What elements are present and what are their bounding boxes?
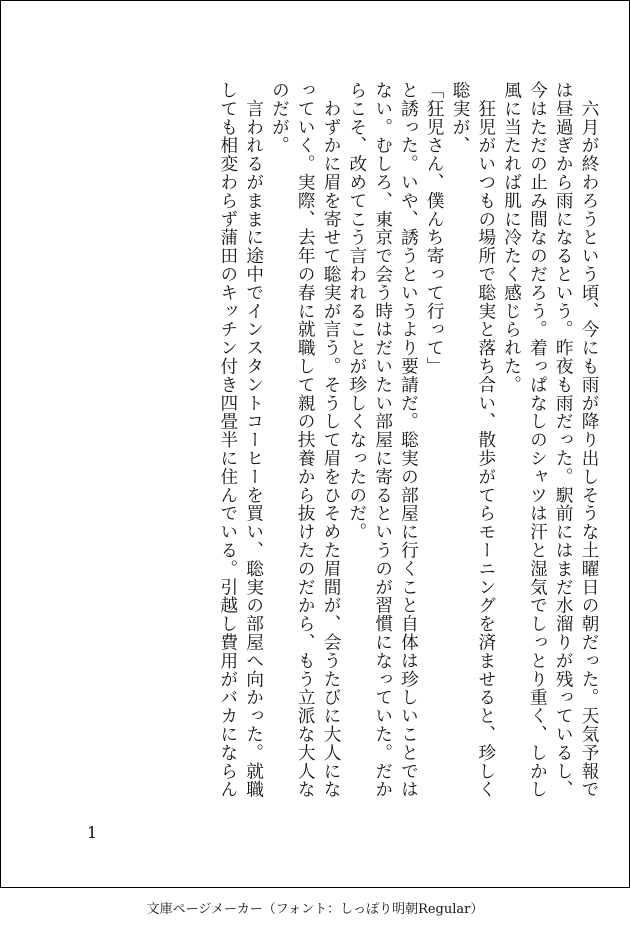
paragraph: 「狂児さん、僕んち寄って行って」 [424,81,445,376]
paragraph: 狂児がいつもの場所で聡実と落ち合い、散歩がてらモーニングを済ませると、珍しく聡実が、 [450,81,496,799]
vertical-text-body [61,81,601,801]
paragraph: と誘った。いや、誘うというより要請だ。聡実の部屋に行くこと自体は珍しいことではない。むしろ、東京で会う時はだいたい部屋に寄るというのが習慣になっていた。だからこそ、改めてこう言われることが珍しくなったのだ。 [346,81,419,799]
page-number: 1 [87,823,98,842]
paragraph: わずかに眉を寄せて聡実が言う。そうして眉をひそめた眉間が、会うたびに大人になっていく。実際、去年の春に就職して親の扶養から抜けたのだから、もう立派な大人なのだが。 [269,81,342,799]
paragraph: 六月が終わろうという頃、今にも雨が降り出しそうな土曜日の朝だった。天気予報では昼過ぎから雨になるという。昨夜も雨だった。駅前にはまだ水溜りが残っているし、今はただの止み間なのだろう。着っぱなしのシャツは汗と湿気でしっとり重く、しかし風に当たれば肌に冷たく感じられた。 [501,81,599,799]
footer-caption: 文庫ページメーカー（フォント：しっぽり明朝Regular） [146,902,484,917]
paragraph: 言われるがままに途中でインスタントコーヒーを買い、聡実の部屋へ向かった。就職しても相変わらず蒲田のキッチン付き四畳半に住んでいる。引越し費用がバカにならん [217,81,264,799]
